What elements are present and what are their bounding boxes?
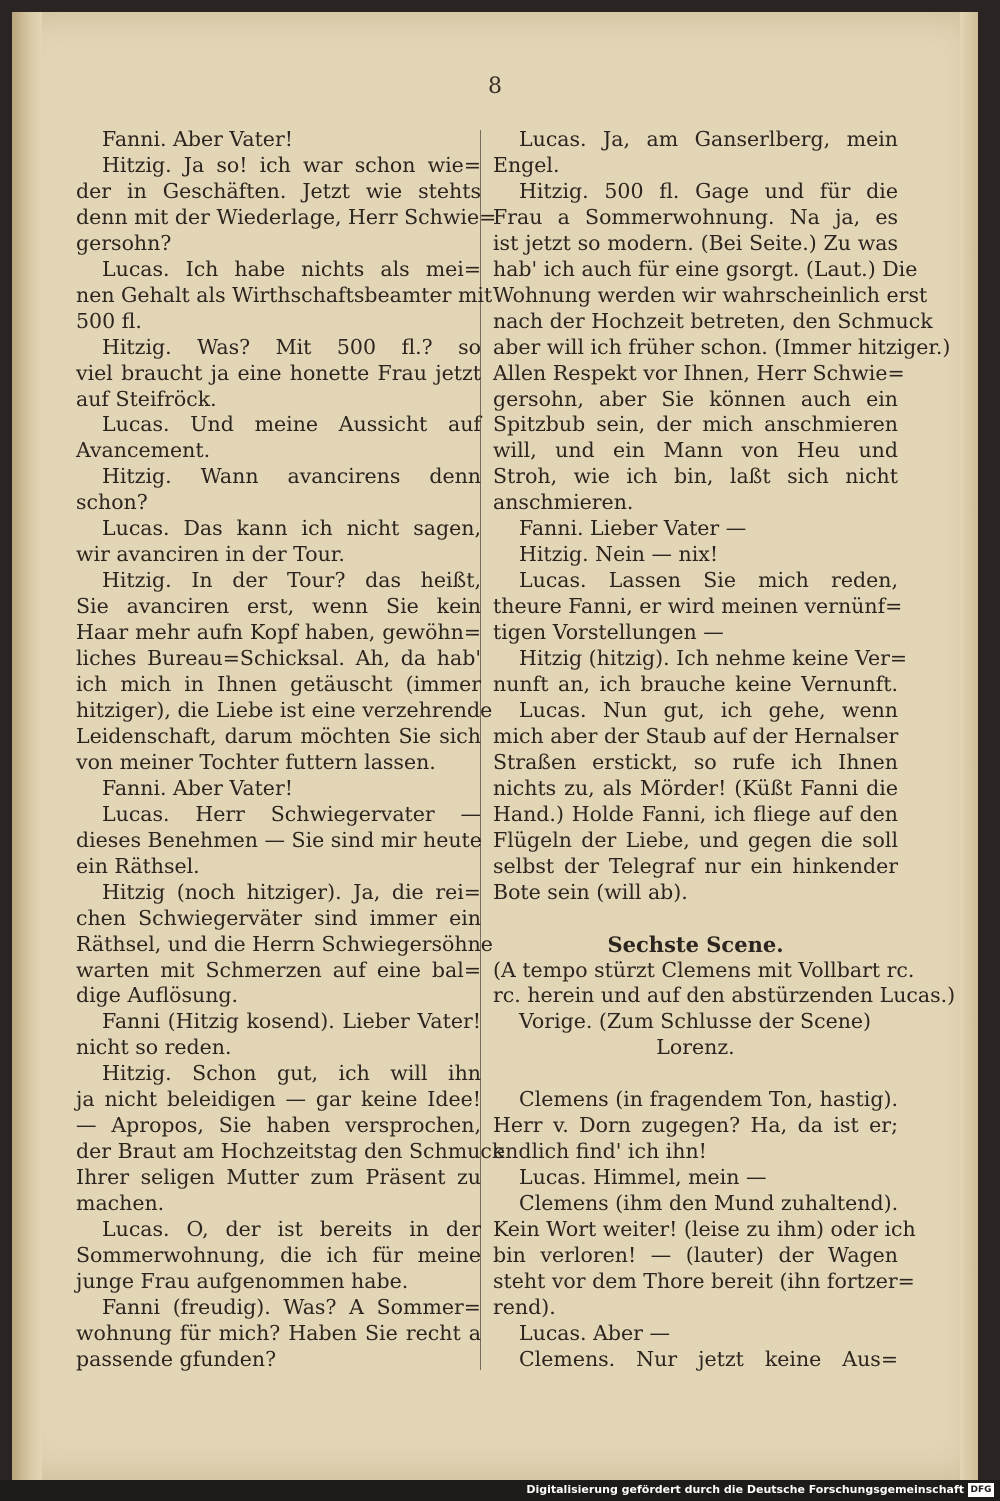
text-line: tigen Vorstellungen — [493, 620, 724, 645]
right-text-column [493, 127, 956, 1373]
text-line: Frau a Sommerwohnung. Na ja, es [493, 204, 898, 229]
text-line: aber will ich früher schon. (Immer hitziger.) [493, 334, 951, 359]
text-line: Herr v. Dorn zugegen? Ha, da ist er; [493, 1113, 898, 1138]
text-line: Fanni. Lieber Vater — [519, 516, 747, 541]
text-line: ich mich in Ihnen getäuscht (immer [76, 672, 481, 697]
text-line: Lorenz. [656, 1035, 735, 1060]
text-line: Räthsel, und die Herrn Schwiegersöhne [76, 931, 493, 956]
text-line: mich aber der Staub auf der Hernalser [493, 723, 899, 748]
text-line [493, 1061, 898, 1087]
text-line: dige Auflösung. [76, 983, 239, 1008]
text-line: liches Bureau=Schicksal. Ah, da hab' [76, 646, 481, 671]
text-line: machen. [76, 1191, 165, 1216]
text-line: Haar mehr aufn Kopf haben, gewöhn= [76, 620, 481, 645]
text-line: 500 fl. [76, 308, 142, 333]
text-line: anschmieren. [493, 490, 634, 515]
text-line: Kein Wort weiter! (leise zu ihm) oder ich [493, 1217, 916, 1242]
text-line: gersohn, aber Sie können auch ein [493, 386, 898, 411]
text-line: der Braut am Hochzeitstag den Schmuck [76, 1139, 505, 1164]
text-line: Flügeln der Liebe, und gegen die soll [493, 827, 898, 852]
text-line: theure Fanni, er wird meinen vernünf= [493, 594, 903, 619]
text-line: Clemens (ihm den Mund zuhaltend). [519, 1191, 899, 1216]
text-line: Lucas. Lassen Sie mich reden, [519, 568, 898, 593]
text-line: Lucas. Ich habe nichts als mei= [102, 256, 481, 281]
text-line: nach der Hochzeit betreten, den Schmuck [493, 308, 933, 333]
text-line: nen Gehalt als Wirthschaftsbeamter mit [76, 282, 493, 307]
text-line: endlich find' ich ihn! [493, 1139, 707, 1164]
text-line: ist jetzt so modern. (Bei Seite.) Zu was [493, 230, 898, 255]
text-line: Sie avanciren erst, wenn Sie kein [76, 594, 481, 619]
text-line: nicht so reden. [76, 1035, 232, 1060]
text-line: junge Frau aufgenommen habe. [76, 1268, 409, 1293]
text-line: Lucas. O, der ist bereits in der [102, 1217, 481, 1242]
text-line: Lucas. Nun gut, ich gehe, wenn [519, 697, 898, 722]
text-line [493, 906, 898, 932]
text-line: wohnung für mich? Haben Sie recht a [76, 1320, 481, 1345]
text-line: Hitzig. Was? Mit 500 fl.? so [102, 334, 481, 359]
scene-heading: Sechste Scene. [607, 931, 784, 957]
text-line: hab' ich auch für eine gsorgt. (Laut.) Die [493, 256, 918, 281]
text-line: Lucas. Und meine Aussicht auf [102, 412, 481, 437]
text-line: Hitzig. In der Tour? das heißt, [102, 568, 481, 593]
text-line: Hitzig. Wann avancirens denn [102, 464, 481, 489]
text-line: — Apropos, Sie haben versprochen, [76, 1113, 481, 1138]
text-line: rc. herein und auf den abstürzenden Lucas.) [493, 983, 956, 1008]
text-line: viel braucht ja eine honette Frau jetzt [76, 360, 481, 385]
text-line: (A tempo stürzt Clemens mit Vollbart rc. [493, 957, 915, 982]
text-line: Straßen erstickt, so rufe ich Ihnen [493, 749, 898, 774]
text-line: ein Räthsel. [76, 853, 200, 878]
book-spine-shadow [12, 12, 42, 1480]
text-line: Lucas. Aber — [519, 1320, 670, 1345]
text-line: Hitzig. Ja so! ich war schon wie= [102, 152, 481, 177]
text-line: Bote sein (will ab). [493, 879, 688, 904]
text-line: Spitzbub sein, der mich anschmieren [493, 412, 898, 437]
text-line: will, und ein Mann von Heu und [493, 438, 898, 463]
text-line: Hitzig (noch hitziger). Ja, die rei= [102, 879, 481, 904]
text-line: Clemens. Nur jetzt keine Aus= [519, 1346, 898, 1371]
text-line: Wohnung werden wir wahrscheinlich erst [493, 282, 928, 307]
text-line: denn mit der Wiederlage, Herr Schwie= [76, 204, 497, 229]
text-line: Lucas. Himmel, mein — [519, 1165, 767, 1190]
text-line: bin verloren! — (lauter) der Wagen [493, 1242, 898, 1267]
text-line: wir avanciren in der Tour. [76, 542, 345, 567]
book-page [12, 12, 978, 1480]
text-line: der in Geschäften. Jetzt wie stehts [76, 178, 481, 203]
text-line: Hand.) Holde Fanni, ich fliege auf den [493, 801, 898, 826]
text-line: Lucas. Ja, am Ganserlberg, mein [519, 127, 898, 151]
text-line: ja nicht beleidigen — gar keine Idee! [76, 1087, 481, 1112]
text-line: auf Steifröck. [76, 386, 217, 411]
text-line: selbst der Telegraf nur ein hinkender [493, 853, 898, 878]
text-line: gersohn? [76, 230, 172, 255]
text-line: rend). [493, 1294, 556, 1319]
text-line: Fanni. Aber Vater! [102, 127, 293, 151]
dfg-logo: DFG [968, 1483, 994, 1497]
text-line: Clemens (in fragendem Ton, hastig). [519, 1087, 898, 1112]
text-line: Vorige. (Zum Schlusse der Scene) [519, 1009, 872, 1034]
text-line: schon? [76, 490, 148, 515]
page-edge-shadow [960, 12, 978, 1480]
text-line: Allen Respekt vor Ihnen, Herr Schwie= [493, 360, 905, 385]
text-line: Fanni (Hitzig kosend). Lieber Vater! [102, 1009, 481, 1034]
text-line: passende gfunden? [76, 1346, 277, 1371]
digitization-footer [0, 1480, 1000, 1501]
text-line: nichts zu, als Mörder! (Küßt Fanni die [493, 775, 898, 800]
text-line: Hitzig. 500 fl. Gage und für die [519, 178, 898, 203]
text-line: nunft an, ich brauche keine Vernunft. [493, 672, 898, 697]
text-line: chen Schwiegerväter sind immer ein [76, 905, 481, 930]
text-line: Hitzig. Schon gut, ich will ihn [102, 1061, 481, 1086]
text-line: Hitzig. Nein — nix! [519, 542, 719, 567]
text-line: Sommerwohnung, die ich für meine [76, 1242, 481, 1267]
text-line: Fanni. Aber Vater! [102, 775, 293, 800]
left-text-column [76, 127, 505, 1373]
text-line: Lucas. Herr Schwiegervater — [102, 801, 481, 826]
footer-credit: Digitalisierung gefördert durch die Deutsche Forschungsgemeinschaft [526, 1483, 964, 1496]
text-line: Fanni (freudig). Was? A Sommer= [102, 1294, 481, 1319]
text-line: Stroh, wie ich bin, laßt sich nicht [493, 464, 898, 489]
text-line: Hitzig (hitzig). Ich nehme keine Ver= [519, 646, 908, 671]
text-line: Engel. [493, 152, 560, 177]
text-line: Ihrer seligen Mutter zum Präsent zu [76, 1165, 481, 1190]
page-number: 8 [488, 74, 502, 99]
text-line: steht vor dem Thore bereit (ihn fortzer= [493, 1268, 915, 1293]
text-line: von meiner Tochter futtern lassen. [76, 749, 436, 774]
text-line: Lucas. Das kann ich nicht sagen, [102, 516, 481, 541]
text-line: warten mit Schmerzen auf eine bal= [76, 957, 481, 982]
text-line: dieses Benehmen — Sie sind mir heute [76, 827, 482, 852]
text-line: Avancement. [76, 438, 211, 463]
text-line: Leidenschaft, darum möchten Sie sich [76, 723, 481, 748]
text-line: hitziger), die Liebe ist eine verzehrende [76, 697, 493, 722]
